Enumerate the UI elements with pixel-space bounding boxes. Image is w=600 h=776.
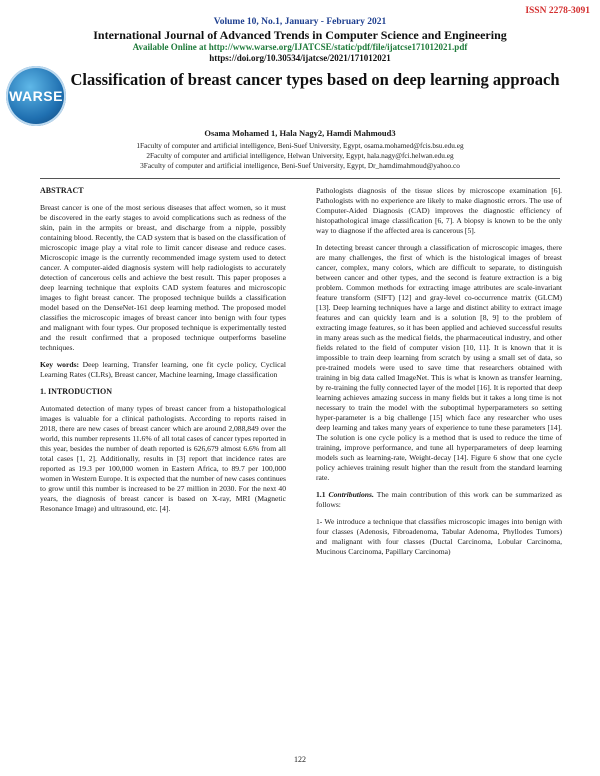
left-column (40, 186, 286, 521)
journal-header (40, 17, 560, 64)
contributions-number: 1.1 (316, 490, 329, 499)
header-divider (40, 178, 560, 179)
volume-line: Volume 10, No.1, January - February 2021 (213, 17, 387, 27)
doi-link[interactable]: https://doi.org/10.30534/ijatcse/2021/171012021 (209, 53, 391, 63)
contributions-text: The main contribution of this work can be summarized as follows: (316, 490, 563, 509)
right-column (316, 186, 562, 564)
abstract-text: Breast cancer is one of the most serious diseases that affect women, so it must be discovered in the early stages to avoid complications such as redness of the skin, pain in the armpits or breast, and discharge from a nipple, possibly containing blood. Recently, the CAD system that is based on the classification of microscopic image play a vital role to limit cancer disease and reduce cases. Microscopic image is the currently recommended image system used to detect cancer. A computer-aided diagnosis system will help radiologists to accurately detection of cancerous cells and achieve the best result. This paper proposes a deep learning technique that exploits CAD system features and microscopic images to fight breast cancer. The proposed technique builds a classification model based on the DenseNet-161 deep learning method. The proposed model classifies the microscopic images of breast cancer into benign with four types and malignant with four types. Our proposed technique is experimentally tested and the result confirmed that a proposed technique outperforms baseline techniques. (40, 203, 286, 352)
introduction-heading: 1. INTRODUCTION (40, 387, 113, 396)
issn-label: ISSN 2278-3091 (525, 6, 590, 16)
contributions-paragraph (316, 490, 562, 510)
logo-text: WARSE (9, 88, 63, 104)
affiliations (40, 141, 560, 171)
contributions-label: Contributions. (328, 490, 374, 499)
introduction-text: Automated detection of many types of breast cancer from a histopathological images is valuable for a clinical pathologists. According to reports raised in 2018, there are new cases of breast cancer which are around 2,088,849 over the world, this number represents 11.6% of all total cases of cancer types reported in this year, besides the number of death reported is 626,679 almost 6.6% from all total cases [1, 2]. Additionally, results in [3] report that incidence rates are reported as 19.3 per 100,000 women in Eastern Africa, to 89.7 per 100,000 women in Western Europe. It is expected that the number of new cases continues to grow until this number is increased to be 27 million in 2030. For the next 40 years, the diagnosis of breast cancer is based on X-ray, MRI (Magnetic Resonance Image) and ultrasound, etc. [4]. (40, 404, 286, 513)
right-paragraph-2: In detecting breast cancer through a classification of microscopic images, there are many challenges, the first of which is the histological images of breast cancer, complex, many colors, which are difficult to separate, to distinguish between cancer and other types, and the second is feature extraction is a big problem. Common methods for extracting image attributes are scale-invariant feature transform (SIFT) [12] and gray-level co-occurrence matrix (GLCM) [13]. Deep learning techniques have a large and distinct ability to extract image features and can quickly learn and is a solution [8, 9] to the problem of extracting image features, so it has been applied and achieved successful results in many areas such as the medical fields, the pharmaceutical industry, and other fields related to the field of computer vision [10, 11]. It is known that it is impossible to train deep learning from scratch by using a small set of data, so pre-trained models were used to save time that researchers obtained with training in big data called ImageNet. This is what is known as transfer learning, by re-training the fully connected layer of the model [16]. It is reported that deep learning achieves amazing success in many fields but it takes a long time is not necessary to train the model with the suboptimal hyperparameters so setting hyper-parameter is a big challenge [15] which face any researcher who uses deep learning and takes many years of experience to tune these parameters [14]. The solution is one cycle policy is a method that is used to reduce the time of training, improve performance, and tune all hyperparameters of deep learning models such as learning-rate, Weight-decay [14]. Figure 6 show that one cycle policy achieves training result higher than the result from the standard learning rate. (316, 243, 562, 482)
author-list: Osama Mohamed 1, Hala Nagy2, Hamdi Mahmoud3 (204, 128, 396, 138)
affiliation-3: 3Faculty of computer and artificial intelligence, Beni-Suef University, Egypt, Dr_hamdimahmoud@yahoo.co (140, 161, 460, 170)
contribution-item-1: 1- We introduce a technique that classifies microscopic images into benign with four classes (Adenosis, Fibroadenoma, Tabular Adenoma, Phyllodes Tumors) and malignant with four classes (Ductal Carcinoma, Lobular Carcinoma, Mucinous Carcinoma, Papillary Carcinoma) (316, 517, 562, 556)
warse-logo (6, 66, 66, 126)
abstract-heading: ABSTRACT (40, 186, 84, 195)
availability-link[interactable]: Available Online at http://www.warse.org/IJATCSE/static/pdf/file/ijatcse171012021.pdf (132, 42, 468, 52)
paper-title: Classification of breast cancer types based on deep learning approach (70, 70, 560, 89)
keywords (40, 360, 286, 380)
keywords-text: Deep learning, Transfer learning, one fit cycle policy, Cyclical Learning Rates (CLRs), Breast cancer, Machine learning, Image classification (40, 360, 286, 379)
right-paragraph-1: Pathologists diagnosis of the tissue slices by microscope examination [6]. Pathologists with no experience are likely to make diagnostic errors. The use of Computer-Aided Diagnosis (CAD) improves the diagnostic efficiency of histopathological image classification [6, 7]. A biopsy is known to be the only way to diagnose if the affected area is cancerous [5]. (316, 186, 562, 235)
journal-title: International Journal of Advanced Trends in Computer Science and Engineering (93, 28, 507, 42)
affiliation-1: 1Faculty of computer and artificial intelligence, Beni-Suef University, Egypt, osama.mohamed@fcis.bsu.edu.eg (136, 141, 464, 150)
affiliation-2: 2Faculty of computer and artificial intelligence, Helwan University, Egypt, hala.nagy@fci.helwan.edu.eg (146, 151, 454, 160)
keywords-label: Key words: (40, 360, 80, 369)
page-number: 122 (294, 755, 306, 764)
